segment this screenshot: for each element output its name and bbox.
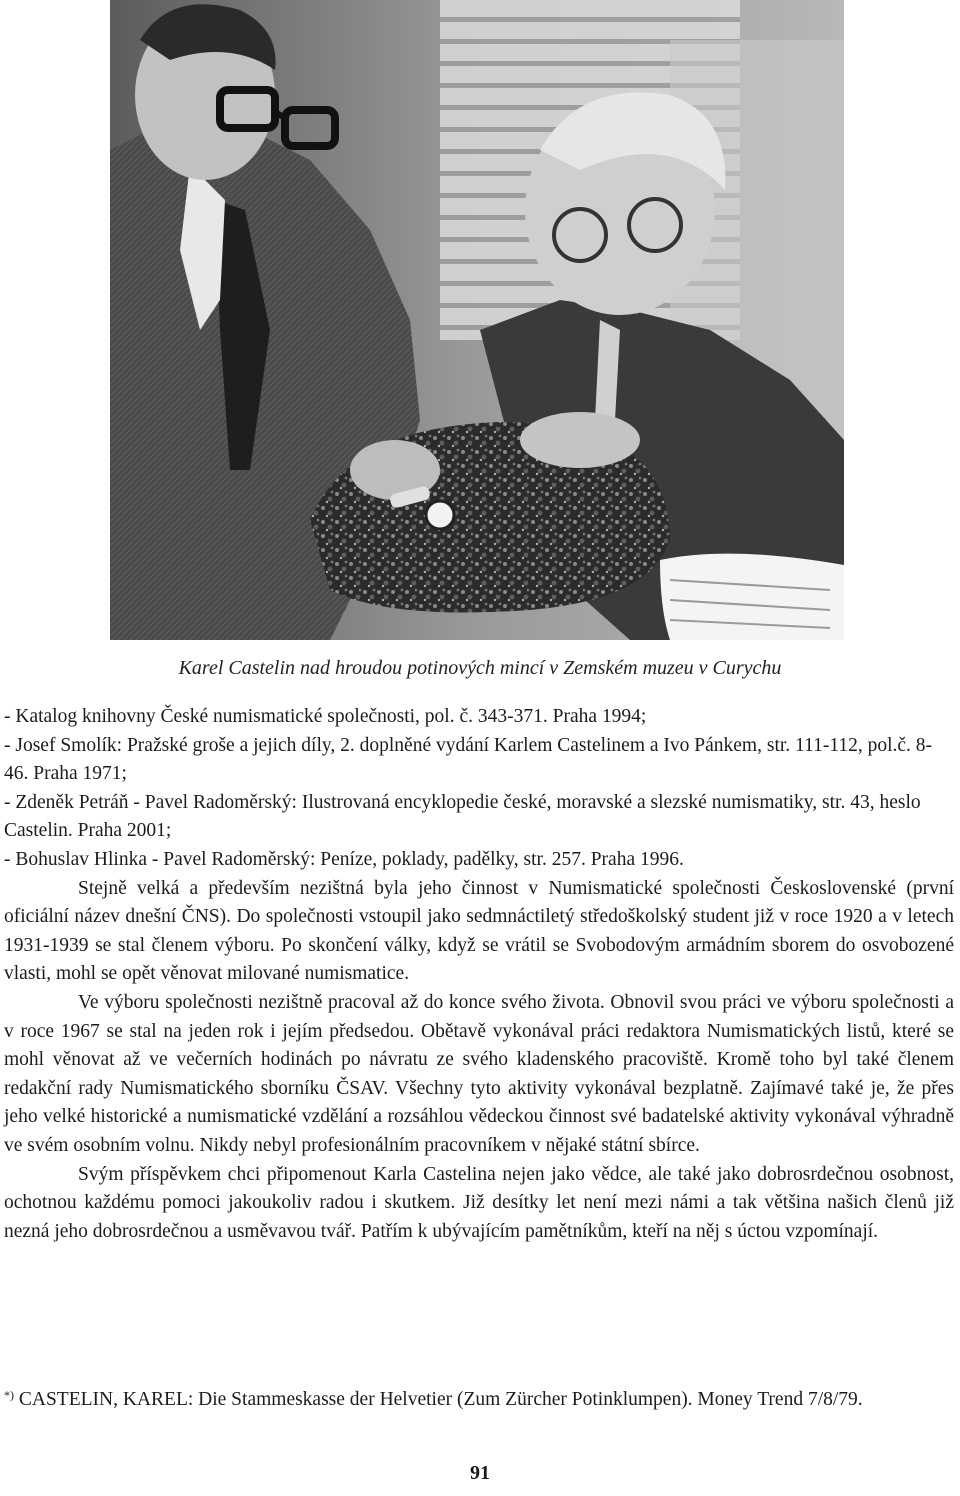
page-number: 91 [470, 1462, 490, 1484]
reference-item: - Bohuslav Hlinka - Pavel Radoměrský: Peníze, poklady, padělky, str. 257. Praha 1996. [4, 848, 684, 870]
footnote-text: CASTELIN, KAREL: Die Stammeskasse der Helvetier (Zum Zürcher Potinklumpen). Money Trend 7/8/79. [18, 1389, 863, 1410]
paragraph: Svým příspěvkem chci připomenout Karla Castelina nejen jako vědce, ale také jako dobrosrdečnou osobnost, ochotnou každému pomoci jakoukoliv radou i skutkem. Již desítky let není mezi námi a tak většina našich členů již nezná jeho dobrosrdečnou a usměvavou tvář. Patřím k ubývajícím pamětníkům, kteří na něj s úctou vzpomínají. [4, 1163, 954, 1242]
reference-item: - Katalog knihovny České numismatické společnosti, pol. č. 343-371. Praha 1994; [4, 706, 647, 727]
reference-item: - Zdeněk Petráň - Pavel Radoměrský: Ilustrovaná encyklopedie české, moravské a slezské numismatiky, str. 43, heslo Castelin. Praha 2001; [4, 791, 921, 842]
photo-caption: Karel Castelin nad hroudou potinových mincí v Zemském muzeu v Curychu [178, 657, 782, 679]
photo-illustration [110, 0, 844, 640]
footnote [4, 1381, 954, 1415]
article-body [4, 703, 954, 1246]
reference-item: - Josef Smolík: Pražské groše a jejich díly, 2. doplněné vydání Karlem Castelinem a Ivo Pánkem, str. 111-112, pol.č. 8-46. Praha 1971; [4, 734, 933, 785]
historical-photo [110, 0, 844, 640]
paragraph: Ve výboru společnosti nezištně pracoval až do konce svého života. Obnovil svou práci ve výboru společnosti a v roce 1967 se stal na jeden rok i jejím předsedou. Obětavě vykonával práci redaktora Numismatických listů, které se mohl věnovat až ve večerních hodinách po návratu ze svého kladenského pracoviště. Kromě toho byl také členem redakční rady Numismatického sborníku ČSAV. Všechny tyto aktivity vykonával bezplatně. Zajímavé také je, že přes jeho velké historické a numismatické vzdělání a rozsáhlou vědeckou činnost své badatelské aktivity vykonával výhradně ve svém osobním volnu. Nikdy nebyl profesionálním pracovníkem v nějaké státní sbírce. [4, 991, 954, 1156]
paragraph: Stejně velká a především nezištná byla jeho činnost v Numismatické společnosti Československé (první oficiální název dnešní ČNS). Do společnosti vstoupil jako sedmnáctiletý středoškolský student již v roce 1920 a v letech 1931-1939 se stal členem výboru. Po skončení války, když se vrátil se Svobodovým armádním sborem do osvobozené vlasti, mohl se opět věnovat milované numismatice. [4, 877, 954, 985]
footnote-marker: *) [4, 1388, 14, 1402]
